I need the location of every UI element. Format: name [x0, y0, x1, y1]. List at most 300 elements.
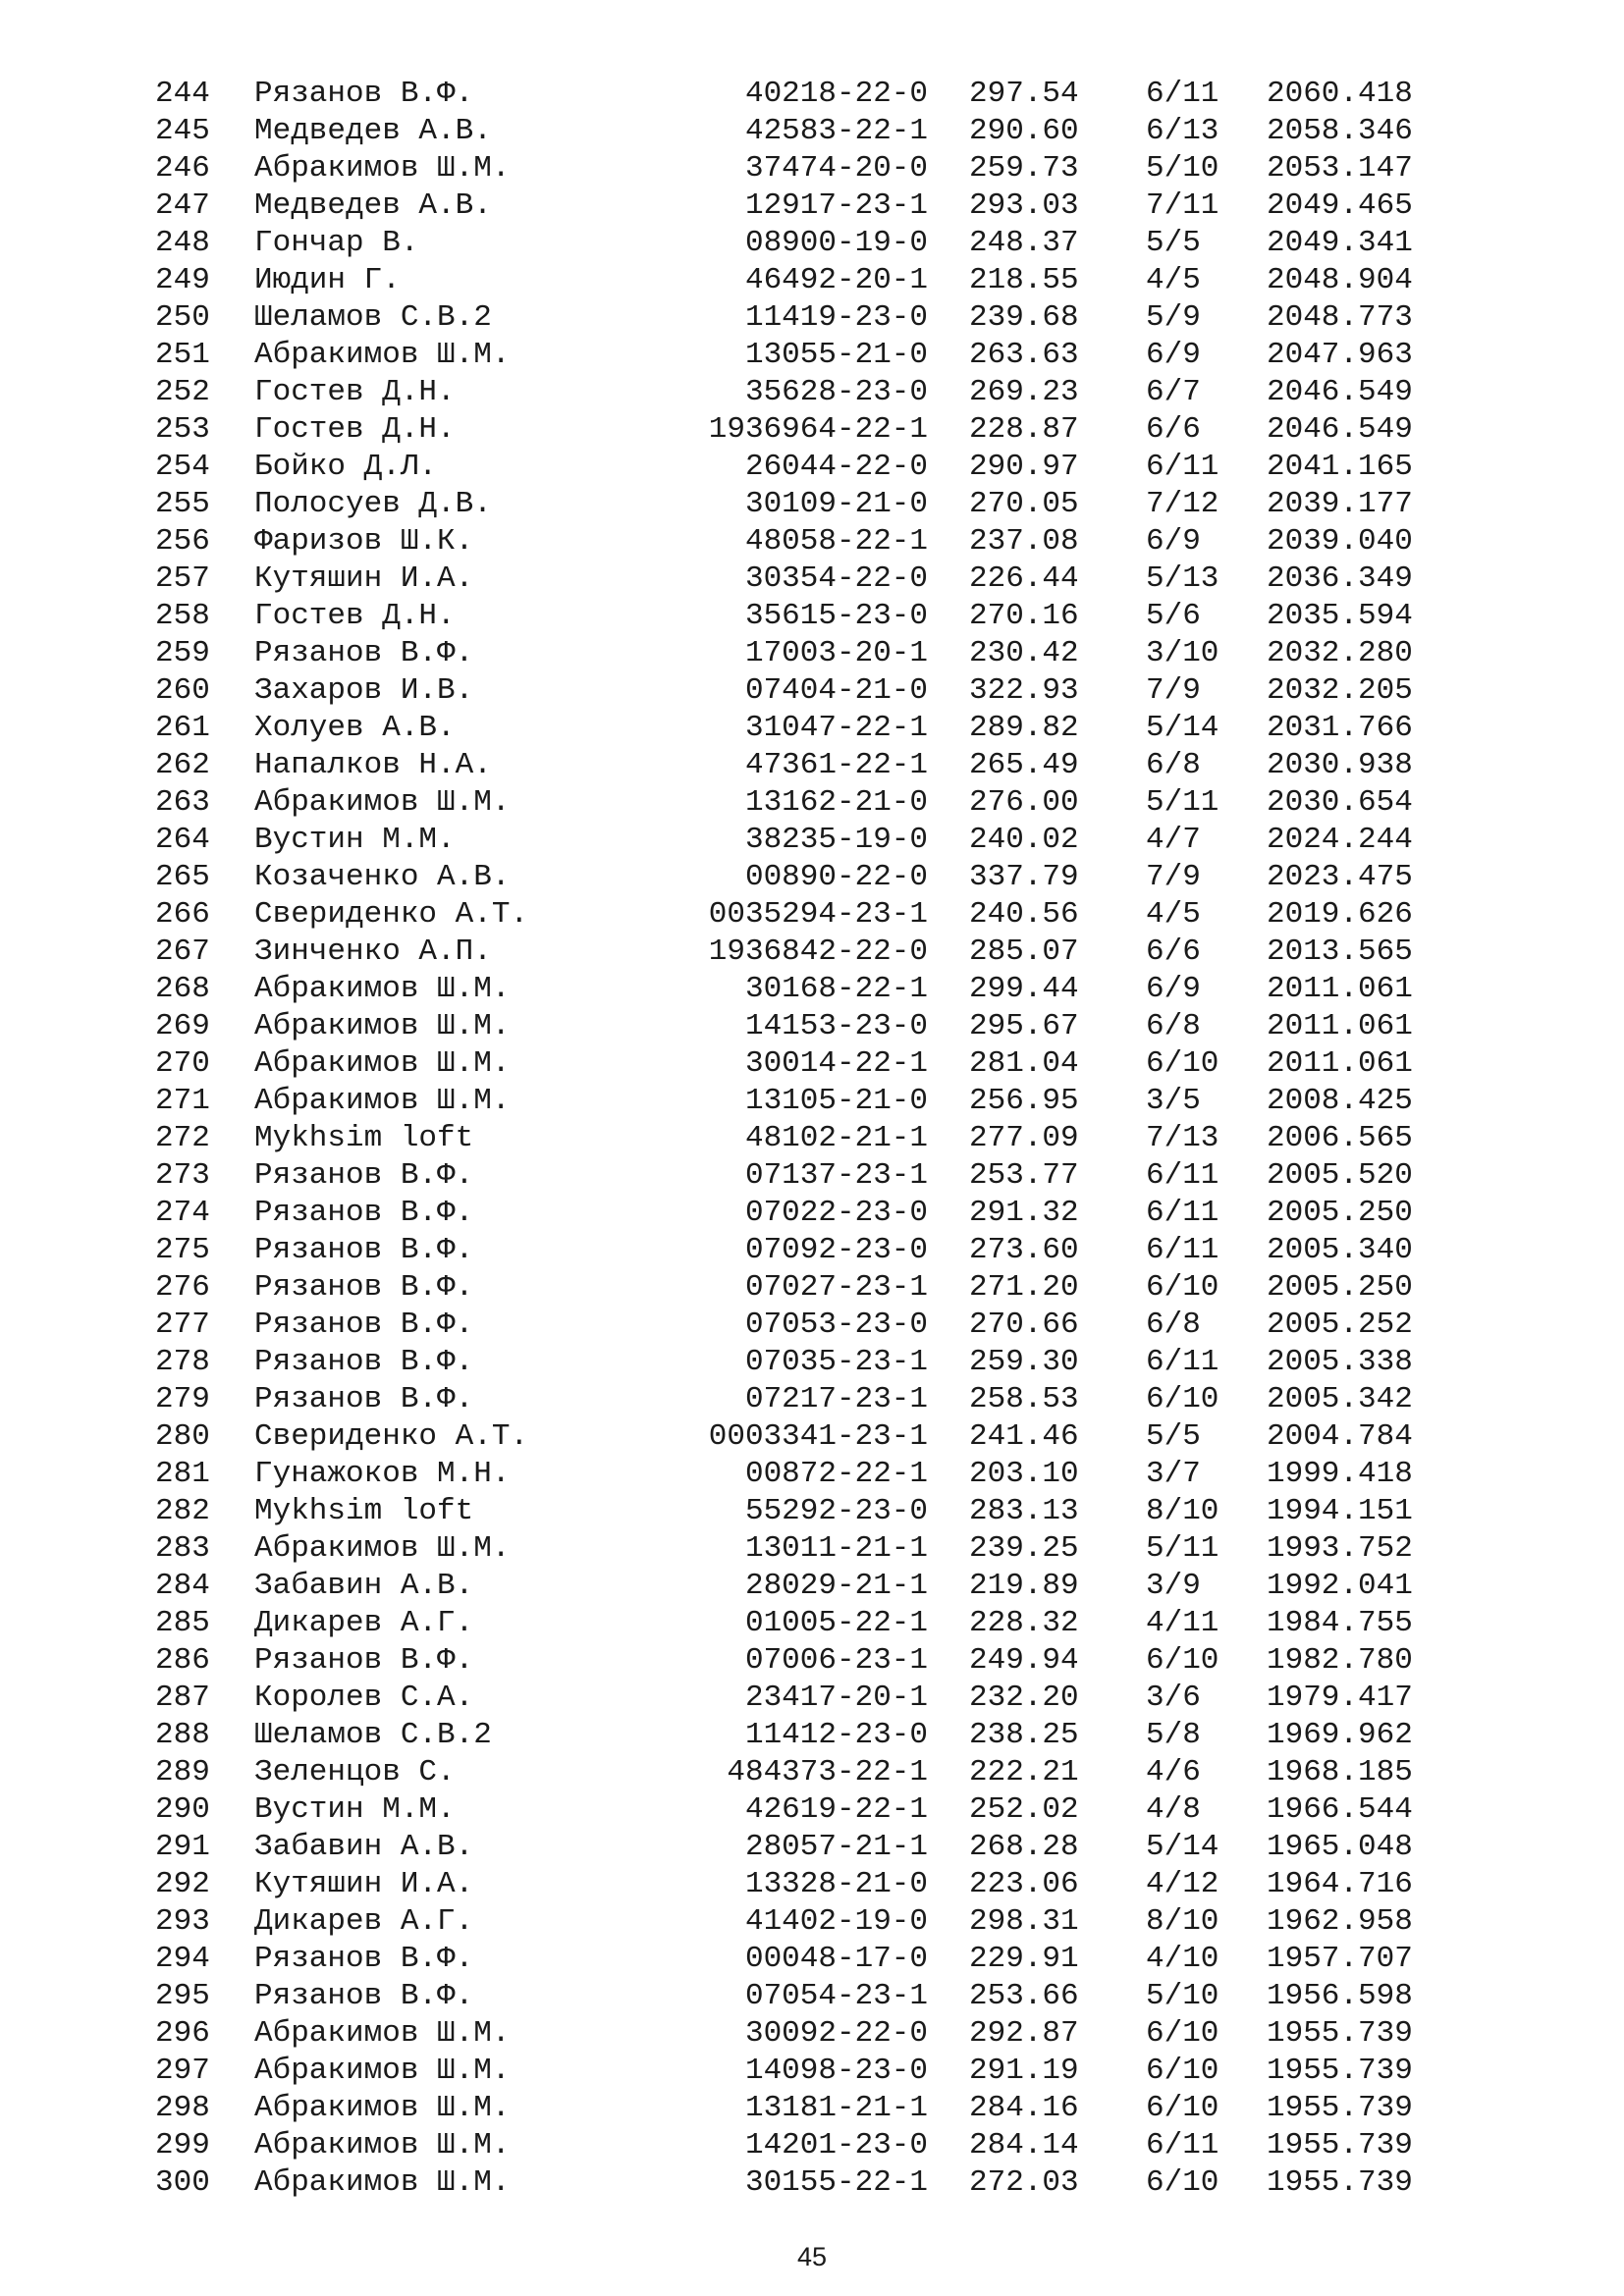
rank-cell: 268 [155, 972, 210, 1006]
table-row [0, 1903, 1624, 1941]
fancier-name-cell: Абракимов Ш.М. [254, 338, 511, 372]
fancier-name-cell: Забавин А.В. [254, 1569, 474, 1603]
distance-cell: 281.04 [969, 1046, 1079, 1081]
page-number: 45 [796, 2242, 828, 2271]
ratio-cell: 6/8 [1146, 748, 1201, 782]
speed-cell: 1962.958 [1267, 1904, 1413, 1939]
fancier-name-cell: Рязанов В.Ф. [254, 1308, 474, 1342]
fancier-name-cell: Июдин Г. [254, 263, 401, 297]
ratio-cell: 5/5 [1146, 226, 1201, 260]
table-row [0, 598, 1624, 635]
ring-number-cell: 47361-22-1 [744, 748, 928, 782]
fancier-name-cell: Абракимов Ш.М. [254, 2091, 511, 2125]
ring-number-cell: 30109-21-0 [744, 487, 928, 521]
distance-cell: 272.03 [969, 2165, 1079, 2200]
table-row [0, 561, 1624, 598]
fancier-name-cell: Mykhsim loft [254, 1121, 474, 1155]
rank-cell: 255 [155, 487, 210, 521]
ratio-cell: 3/9 [1146, 1569, 1201, 1603]
ring-number-cell: 11419-23-0 [744, 300, 928, 335]
ratio-cell: 6/10 [1146, 2091, 1219, 2125]
distance-cell: 297.54 [969, 77, 1079, 111]
distance-cell: 292.87 [969, 2016, 1079, 2051]
speed-cell: 2032.280 [1267, 636, 1413, 670]
rank-cell: 294 [155, 1942, 210, 1976]
rank-cell: 293 [155, 1904, 210, 1939]
rank-cell: 277 [155, 1308, 210, 1342]
ratio-cell: 4/11 [1146, 1606, 1219, 1640]
table-row [0, 1680, 1624, 1717]
ratio-cell: 6/6 [1146, 412, 1201, 447]
table-row [0, 1008, 1624, 1045]
ring-number-cell: 28057-21-1 [744, 1830, 928, 1864]
rank-cell: 271 [155, 1084, 210, 1118]
rank-cell: 257 [155, 561, 210, 596]
speed-cell: 1957.707 [1267, 1942, 1413, 1976]
distance-cell: 240.56 [969, 897, 1079, 932]
rank-cell: 256 [155, 524, 210, 559]
ratio-cell: 5/14 [1146, 711, 1219, 745]
table-row [0, 337, 1624, 374]
speed-cell: 2032.205 [1267, 673, 1413, 708]
table-row [0, 2127, 1624, 2164]
rank-cell: 295 [155, 1979, 210, 2013]
ratio-cell: 6/11 [1146, 1233, 1219, 1267]
fancier-name-cell: Зинченко А.П. [254, 934, 492, 969]
speed-cell: 2004.784 [1267, 1419, 1413, 1454]
rank-cell: 272 [155, 1121, 210, 1155]
distance-cell: 240.02 [969, 823, 1079, 857]
table-row [0, 411, 1624, 449]
rank-cell: 292 [155, 1867, 210, 1901]
ratio-cell: 5/13 [1146, 561, 1219, 596]
ring-number-cell: 37474-20-0 [744, 151, 928, 186]
table-row [0, 2090, 1624, 2127]
speed-cell: 1992.041 [1267, 1569, 1413, 1603]
ring-number-cell: 07027-23-1 [744, 1270, 928, 1305]
fancier-name-cell: Рязанов В.Ф. [254, 1979, 474, 2013]
speed-cell: 2046.549 [1267, 412, 1413, 447]
table-row [0, 971, 1624, 1008]
fancier-name-cell: Рязанов В.Ф. [254, 1643, 474, 1678]
speed-cell: 1965.048 [1267, 1830, 1413, 1864]
speed-cell: 1982.780 [1267, 1643, 1413, 1678]
rank-cell: 288 [155, 1718, 210, 1752]
speed-cell: 1955.739 [1267, 2091, 1413, 2125]
rank-cell: 248 [155, 226, 210, 260]
ring-number-cell: 42583-22-1 [744, 114, 928, 148]
distance-cell: 269.23 [969, 375, 1079, 409]
table-row [0, 1157, 1624, 1195]
ring-number-cell: 00048-17-0 [744, 1942, 928, 1976]
fancier-name-cell: Вустин М.М. [254, 823, 456, 857]
ring-number-cell: 30168-22-1 [744, 972, 928, 1006]
table-row [0, 859, 1624, 896]
ratio-cell: 6/10 [1146, 2165, 1219, 2200]
table-row [0, 1456, 1624, 1493]
table-row [0, 934, 1624, 971]
fancier-name-cell: Дикарев А.Г. [254, 1606, 474, 1640]
ratio-cell: 5/10 [1146, 1979, 1219, 2013]
speed-cell: 1969.962 [1267, 1718, 1413, 1752]
table-row [0, 1493, 1624, 1530]
fancier-name-cell: Козаченко А.В. [254, 860, 511, 894]
speed-cell: 2049.341 [1267, 226, 1413, 260]
table-row [0, 1045, 1624, 1083]
table-row [0, 187, 1624, 225]
ratio-cell: 6/11 [1146, 1345, 1219, 1379]
table-row [0, 1120, 1624, 1157]
table-row [0, 822, 1624, 859]
ratio-cell: 6/11 [1146, 450, 1219, 484]
fancier-name-cell: Свериденко А.Т. [254, 897, 529, 932]
fancier-name-cell: Абракимов Ш.М. [254, 1531, 511, 1566]
fancier-name-cell: Абракимов Ш.М. [254, 972, 511, 1006]
fancier-name-cell: Абракимов Ш.М. [254, 2016, 511, 2051]
ratio-cell: 6/11 [1146, 77, 1219, 111]
ring-number-cell: 30155-22-1 [744, 2165, 928, 2200]
rank-cell: 246 [155, 151, 210, 186]
ratio-cell: 5/5 [1146, 1419, 1201, 1454]
table-row [0, 1941, 1624, 1978]
ratio-cell: 7/13 [1146, 1121, 1219, 1155]
fancier-name-cell: Гунажоков М.Н. [254, 1457, 511, 1491]
fancier-name-cell: Рязанов В.Ф. [254, 1158, 474, 1193]
distance-cell: 253.66 [969, 1979, 1079, 2013]
fancier-name-cell: Вустин М.М. [254, 1792, 456, 1827]
ratio-cell: 6/9 [1146, 972, 1201, 1006]
table-row [0, 672, 1624, 710]
rank-cell: 284 [155, 1569, 210, 1603]
distance-cell: 239.68 [969, 300, 1079, 335]
rank-cell: 281 [155, 1457, 210, 1491]
ring-number-cell: 38235-19-0 [744, 823, 928, 857]
rank-cell: 273 [155, 1158, 210, 1193]
rank-cell: 299 [155, 2128, 210, 2163]
fancier-name-cell: Дикарев А.Г. [254, 1904, 474, 1939]
ratio-cell: 3/6 [1146, 1681, 1201, 1715]
table-row [0, 374, 1624, 411]
ring-number-cell: 30014-22-1 [744, 1046, 928, 1081]
ratio-cell: 4/5 [1146, 263, 1201, 297]
fancier-name-cell: Холуев А.В. [254, 711, 456, 745]
speed-cell: 1968.185 [1267, 1755, 1413, 1789]
ring-number-cell: 1936842-22-0 [708, 934, 928, 969]
ring-number-cell: 46492-20-1 [744, 263, 928, 297]
ratio-cell: 6/11 [1146, 1196, 1219, 1230]
ring-number-cell: 07092-23-0 [744, 1233, 928, 1267]
speed-cell: 1955.739 [1267, 2165, 1413, 2200]
speed-cell: 2024.244 [1267, 823, 1413, 857]
table-row [0, 1642, 1624, 1680]
fancier-name-cell: Кутяшин И.А. [254, 561, 474, 596]
ring-number-cell: 13181-21-1 [744, 2091, 928, 2125]
ring-number-cell: 07404-21-0 [744, 673, 928, 708]
rank-cell: 261 [155, 711, 210, 745]
fancier-name-cell: Забавин А.В. [254, 1830, 474, 1864]
rank-cell: 266 [155, 897, 210, 932]
speed-cell: 2006.565 [1267, 1121, 1413, 1155]
ring-number-cell: 28029-21-1 [744, 1569, 928, 1603]
distance-cell: 229.91 [969, 1942, 1079, 1976]
ratio-cell: 6/10 [1146, 1643, 1219, 1678]
table-row [0, 225, 1624, 262]
ring-number-cell: 35615-23-0 [744, 599, 928, 633]
speed-cell: 1984.755 [1267, 1606, 1413, 1640]
table-row [0, 635, 1624, 672]
table-row [0, 747, 1624, 784]
ring-number-cell: 0003341-23-1 [708, 1419, 928, 1454]
ring-number-cell: 13011-21-1 [744, 1531, 928, 1566]
ratio-cell: 7/9 [1146, 860, 1201, 894]
ratio-cell: 8/10 [1146, 1904, 1219, 1939]
rank-cell: 247 [155, 188, 210, 223]
ratio-cell: 5/14 [1146, 1830, 1219, 1864]
ratio-cell: 6/10 [1146, 1270, 1219, 1305]
table-row [0, 1195, 1624, 1232]
fancier-name-cell: Рязанов В.Ф. [254, 1942, 474, 1976]
table-row [0, 1866, 1624, 1903]
fancier-name-cell: Гончар В. [254, 226, 419, 260]
rank-cell: 245 [155, 114, 210, 148]
ring-number-cell: 1936964-22-1 [708, 412, 928, 447]
ratio-cell: 5/11 [1146, 785, 1219, 820]
table-row [0, 1307, 1624, 1344]
ratio-cell: 6/9 [1146, 338, 1201, 372]
fancier-name-cell: Абракимов Ш.М. [254, 2128, 511, 2163]
ring-number-cell: 13105-21-0 [744, 1084, 928, 1118]
ring-number-cell: 12917-23-1 [744, 188, 928, 223]
ring-number-cell: 01005-22-1 [744, 1606, 928, 1640]
distance-cell: 239.25 [969, 1531, 1079, 1566]
fancier-name-cell: Зеленцов С. [254, 1755, 456, 1789]
table-row [0, 486, 1624, 523]
fancier-name-cell: Захаров И.В. [254, 673, 474, 708]
ratio-cell: 6/10 [1146, 2054, 1219, 2088]
table-row [0, 1791, 1624, 1829]
ring-number-cell: 30092-22-0 [744, 2016, 928, 2051]
distance-cell: 222.21 [969, 1755, 1079, 1789]
rank-cell: 258 [155, 599, 210, 633]
ring-number-cell: 07053-23-0 [744, 1308, 928, 1342]
table-row [0, 1605, 1624, 1642]
speed-cell: 2036.349 [1267, 561, 1413, 596]
ring-number-cell: 23417-20-1 [744, 1681, 928, 1715]
speed-cell: 2019.626 [1267, 897, 1413, 932]
ring-number-cell: 55292-23-0 [744, 1494, 928, 1528]
rank-cell: 250 [155, 300, 210, 335]
fancier-name-cell: Фаризов Ш.К. [254, 524, 474, 559]
distance-cell: 259.30 [969, 1345, 1079, 1379]
distance-cell: 291.32 [969, 1196, 1079, 1230]
speed-cell: 2005.520 [1267, 1158, 1413, 1193]
distance-cell: 237.08 [969, 524, 1079, 559]
distance-cell: 263.63 [969, 338, 1079, 372]
distance-cell: 248.37 [969, 226, 1079, 260]
speed-cell: 2023.475 [1267, 860, 1413, 894]
speed-cell: 2058.346 [1267, 114, 1413, 148]
ring-number-cell: 31047-22-1 [744, 711, 928, 745]
table-row [0, 2015, 1624, 2053]
speed-cell: 1955.739 [1267, 2128, 1413, 2163]
distance-cell: 299.44 [969, 972, 1079, 1006]
distance-cell: 232.20 [969, 1681, 1079, 1715]
distance-cell: 276.00 [969, 785, 1079, 820]
ring-number-cell: 00890-22-0 [744, 860, 928, 894]
fancier-name-cell: Абракимов Ш.М. [254, 1046, 511, 1081]
table-row [0, 710, 1624, 747]
distance-cell: 223.06 [969, 1867, 1079, 1901]
ratio-cell: 6/10 [1146, 2016, 1219, 2051]
ratio-cell: 3/10 [1146, 636, 1219, 670]
distance-cell: 295.67 [969, 1009, 1079, 1043]
distance-cell: 203.10 [969, 1457, 1079, 1491]
table-row [0, 1269, 1624, 1307]
rank-cell: 290 [155, 1792, 210, 1827]
ring-number-cell: 07022-23-0 [744, 1196, 928, 1230]
speed-cell: 2011.061 [1267, 972, 1413, 1006]
distance-cell: 290.97 [969, 450, 1079, 484]
speed-cell: 2005.250 [1267, 1196, 1413, 1230]
distance-cell: 270.66 [969, 1308, 1079, 1342]
table-row [0, 1232, 1624, 1269]
ring-number-cell: 26044-22-0 [744, 450, 928, 484]
distance-cell: 298.31 [969, 1904, 1079, 1939]
rank-cell: 280 [155, 1419, 210, 1454]
distance-cell: 226.44 [969, 561, 1079, 596]
rank-cell: 285 [155, 1606, 210, 1640]
fancier-name-cell: Рязанов В.Ф. [254, 1382, 474, 1416]
speed-cell: 1964.716 [1267, 1867, 1413, 1901]
ring-number-cell: 35628-23-0 [744, 375, 928, 409]
ratio-cell: 6/10 [1146, 1046, 1219, 1081]
fancier-name-cell: Гостев Д.Н. [254, 599, 456, 633]
fancier-name-cell: Абракимов Ш.М. [254, 2165, 511, 2200]
rank-cell: 275 [155, 1233, 210, 1267]
speed-cell: 2039.040 [1267, 524, 1413, 559]
ratio-cell: 5/10 [1146, 151, 1219, 186]
table-row [0, 2053, 1624, 2090]
fancier-name-cell: Бойко Д.Л. [254, 450, 438, 484]
ring-number-cell: 13055-21-0 [744, 338, 928, 372]
rank-cell: 279 [155, 1382, 210, 1416]
table-row [0, 262, 1624, 299]
ring-number-cell: 30354-22-0 [744, 561, 928, 596]
ring-number-cell: 00872-22-1 [744, 1457, 928, 1491]
ring-number-cell: 42619-22-1 [744, 1792, 928, 1827]
table-row [0, 2164, 1624, 2202]
distance-cell: 270.05 [969, 487, 1079, 521]
ring-number-cell: 07035-23-1 [744, 1345, 928, 1379]
speed-cell: 2030.938 [1267, 748, 1413, 782]
rank-cell: 262 [155, 748, 210, 782]
speed-cell: 2011.061 [1267, 1009, 1413, 1043]
table-row [0, 1568, 1624, 1605]
table-row [0, 299, 1624, 337]
ratio-cell: 6/7 [1146, 375, 1201, 409]
ring-number-cell: 14201-23-0 [744, 2128, 928, 2163]
speed-cell: 2053.147 [1267, 151, 1413, 186]
table-row [0, 1978, 1624, 2015]
ring-number-cell: 11412-23-0 [744, 1718, 928, 1752]
speed-cell: 1956.598 [1267, 1979, 1413, 2013]
ratio-cell: 5/11 [1146, 1531, 1219, 1566]
distance-cell: 322.93 [969, 673, 1079, 708]
ring-number-cell: 13162-21-0 [744, 785, 928, 820]
table-row [0, 896, 1624, 934]
distance-cell: 284.14 [969, 2128, 1079, 2163]
rank-cell: 267 [155, 934, 210, 969]
fancier-name-cell: Рязанов В.Ф. [254, 77, 474, 111]
ring-number-cell: 484373-22-1 [727, 1755, 928, 1789]
distance-cell: 218.55 [969, 263, 1079, 297]
fancier-name-cell: Абракимов Ш.М. [254, 151, 511, 186]
rank-cell: 253 [155, 412, 210, 447]
ratio-cell: 4/6 [1146, 1755, 1201, 1789]
ratio-cell: 6/11 [1146, 1158, 1219, 1193]
distance-cell: 291.19 [969, 2054, 1079, 2088]
rank-cell: 274 [155, 1196, 210, 1230]
speed-cell: 1994.151 [1267, 1494, 1413, 1528]
table-row [0, 113, 1624, 150]
table-row [0, 1344, 1624, 1381]
speed-cell: 2048.904 [1267, 263, 1413, 297]
fancier-name-cell: Рязанов В.Ф. [254, 1270, 474, 1305]
table-row [0, 1717, 1624, 1754]
table-row [0, 1418, 1624, 1456]
speed-cell: 2047.963 [1267, 338, 1413, 372]
fancier-name-cell: Шеламов С.В.2 [254, 1718, 492, 1752]
ratio-cell: 7/12 [1146, 487, 1219, 521]
rank-cell: 263 [155, 785, 210, 820]
rank-cell: 270 [155, 1046, 210, 1081]
distance-cell: 228.87 [969, 412, 1079, 447]
fancier-name-cell: Кутяшин И.А. [254, 1867, 474, 1901]
rank-cell: 289 [155, 1755, 210, 1789]
ring-number-cell: 14153-23-0 [744, 1009, 928, 1043]
fancier-name-cell: Полосуев Д.В. [254, 487, 492, 521]
ratio-cell: 4/10 [1146, 1942, 1219, 1976]
ring-number-cell: 07054-23-1 [744, 1979, 928, 2013]
speed-cell: 1955.739 [1267, 2016, 1413, 2051]
fancier-name-cell: Напалков Н.А. [254, 748, 492, 782]
fancier-name-cell: Гостев Д.Н. [254, 375, 456, 409]
rank-cell: 251 [155, 338, 210, 372]
speed-cell: 2039.177 [1267, 487, 1413, 521]
ring-number-cell: 0035294-23-1 [708, 897, 928, 932]
ring-number-cell: 48102-21-1 [744, 1121, 928, 1155]
distance-cell: 253.77 [969, 1158, 1079, 1193]
speed-cell: 1993.752 [1267, 1531, 1413, 1566]
rank-cell: 297 [155, 2054, 210, 2088]
distance-cell: 337.79 [969, 860, 1079, 894]
distance-cell: 238.25 [969, 1718, 1079, 1752]
table-row [0, 449, 1624, 486]
ring-number-cell: 13328-21-0 [744, 1867, 928, 1901]
rank-cell: 286 [155, 1643, 210, 1678]
rank-cell: 287 [155, 1681, 210, 1715]
distance-cell: 284.16 [969, 2091, 1079, 2125]
ring-number-cell: 14098-23-0 [744, 2054, 928, 2088]
speed-cell: 2005.338 [1267, 1345, 1413, 1379]
speed-cell: 2013.565 [1267, 934, 1413, 969]
fancier-name-cell: Абракимов Ш.М. [254, 1084, 511, 1118]
distance-cell: 265.49 [969, 748, 1079, 782]
fancier-name-cell: Королев С.А. [254, 1681, 474, 1715]
table-row [0, 523, 1624, 561]
speed-cell: 2035.594 [1267, 599, 1413, 633]
ratio-cell: 5/6 [1146, 599, 1201, 633]
